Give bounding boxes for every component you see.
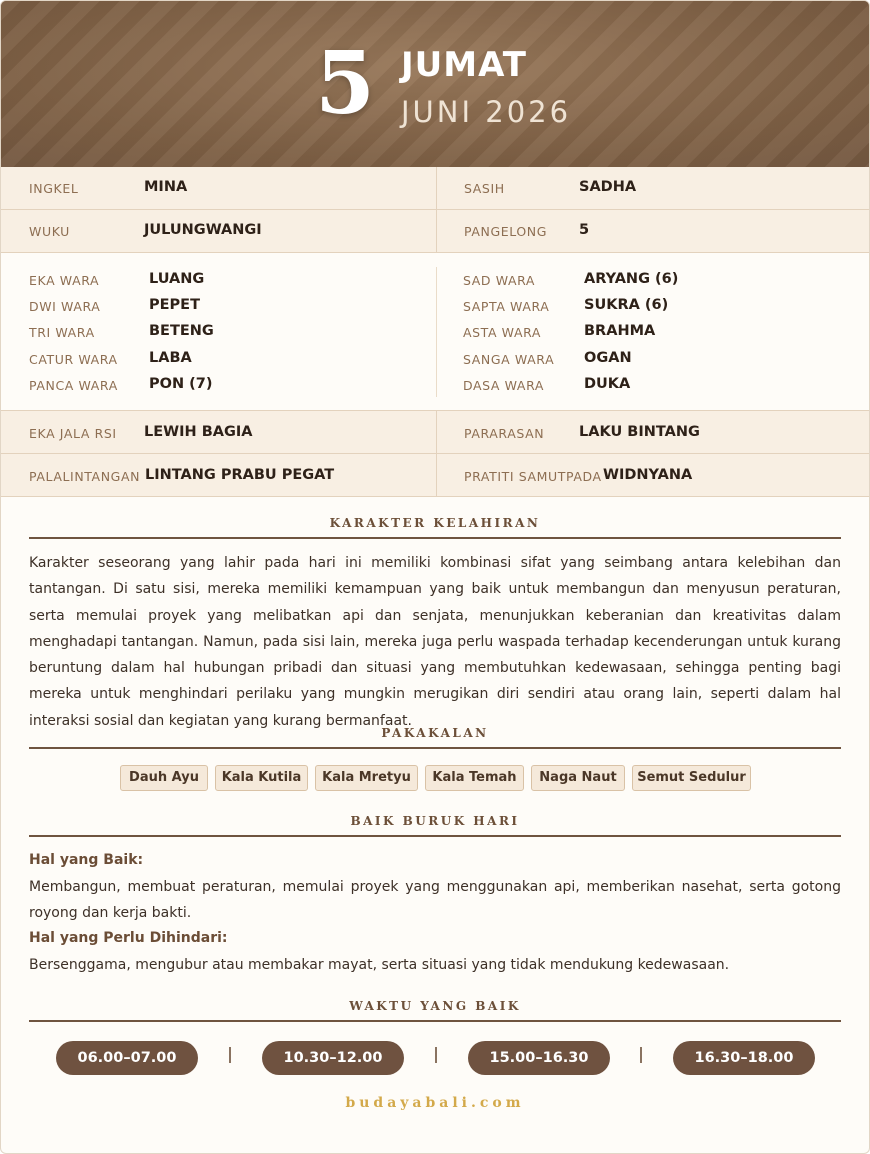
pratiti-samutpada-value: WIDNYANA [603, 467, 693, 483]
waktu-rule [29, 1020, 841, 1022]
wara-divider [436, 267, 437, 397]
pararasan-cell [436, 411, 869, 453]
karakter-rule [29, 537, 841, 539]
wuku-label: WUKU [29, 224, 70, 239]
sasih-label: SASIH [464, 181, 505, 196]
avoid-label: Hal yang Perlu Dihindari: [29, 930, 228, 946]
palalintangan-label: PALALINTANGAN [29, 469, 141, 484]
good-label: Hal yang Baik: [29, 852, 144, 868]
tag-semut-sedulur: Semut Sedulur [632, 765, 751, 791]
sad-wara-label: SAD WARA [463, 273, 536, 288]
pakakalan-rule [29, 747, 841, 749]
time-slot-2: 10.30–12.00 [262, 1041, 404, 1075]
info-row-wuku-pangelong [1, 210, 869, 253]
pakakalan-tags [1, 765, 869, 791]
panca-wara-label: PANCA WARA [29, 378, 118, 393]
waktu-title: WAKTU YANG BAIK [349, 999, 521, 1013]
pangelong-cell [436, 210, 869, 252]
ingkel-cell [1, 167, 436, 209]
info-row-ingkel-sasih [1, 167, 869, 210]
wuku-cell [1, 210, 436, 252]
asta-wara-value: BRAHMA [584, 323, 656, 339]
tag-naga-naut: Naga Naut [531, 765, 625, 791]
tag-kala-kutila: Kala Kutila [215, 765, 308, 791]
dasa-wara-label: DASA WARA [463, 378, 545, 393]
panca-wara-value: PON (7) [149, 376, 213, 392]
sanga-wara-value: OGAN [584, 350, 632, 366]
sasih-cell [436, 167, 869, 209]
time-separator [229, 1047, 231, 1063]
eka-jala-rsi-value: LEWIH BAGIA [144, 424, 253, 440]
tag-kala-mretyu: Kala Mretyu [315, 765, 418, 791]
site-footer: budayabali.com [345, 1095, 525, 1111]
palalintangan-cell [1, 454, 436, 496]
date-header [1, 1, 869, 167]
month-year: JUNI 2026 [401, 95, 572, 129]
dasa-wara-value: DUKA [584, 376, 631, 392]
karakter-text: Karakter seseorang yang lahir pada hari ini memiliki kombinasi sifat yang seimbang antara kelebihan dan tantangan. Di satu sisi, mereka memiliki kemampuan yang baik untuk membangun dan menyusun peraturan, serta memulai proyek yang melibatkan api dan senjata, menunjukkan keberanian dan kreativitas dalam menghadapi tantangan. Namun, pada sisi lain, mereka juga perlu waspada terhadap kecenderungan untuk kurang beruntung dalam hal hubungan pribadi dan situasi yang membutuhkan kedewasaan, sehingga penting bagi mereka untuk menghindari perilaku yang mungkin merugikan diri sendiri atau orang lain, seperti dalam hal interaksi sosial dan kegiatan yang kurang bermanfaat. [29, 555, 841, 729]
tag-kala-temah: Kala Temah [425, 765, 524, 791]
karakter-title: KARAKTER KELAHIRAN [329, 516, 541, 530]
pararasan-label: PARARASAN [464, 426, 545, 441]
eka-wara-value: LUANG [149, 271, 205, 287]
sanga-wara-label: SANGA WARA [463, 352, 555, 367]
sapta-wara-value: SUKRA (6) [584, 297, 669, 313]
avoid-text: Bersenggama, mengubur atau membakar mayat, serta situasi yang tidak mendukung kedewasaan. [29, 957, 730, 973]
eka-wara-label: EKA WARA [29, 273, 100, 288]
time-separator [435, 1047, 437, 1063]
time-slot-4: 16.30–18.00 [673, 1041, 815, 1075]
pratiti-samutpada-label: PRATITI SAMUTPADA [464, 469, 602, 484]
tri-wara-value: BETENG [149, 323, 214, 339]
good-text: Membangun, membuat peraturan, memulai proyek yang menggunakan api, memberikan nasehat, serta gotong royong dan kerja bakti. [29, 879, 841, 922]
wara-section [1, 253, 869, 411]
eka-jala-rsi-cell [1, 411, 436, 453]
info-row-palalintangan-pratiti [1, 454, 869, 497]
tag-dauh-ayu: Dauh Ayu [120, 765, 208, 791]
tri-wara-label: TRI WARA [29, 325, 95, 340]
pangelong-value: 5 [579, 222, 590, 238]
dwi-wara-value: PEPET [149, 297, 200, 313]
time-slot-1: 06.00–07.00 [56, 1041, 198, 1075]
baik-buruk-title: BAIK BURUK HARI [350, 814, 520, 828]
pakakalan-title: PAKAKALAN [381, 726, 489, 740]
info-row-ekajalarsi-pararasan [1, 411, 869, 454]
ingkel-label: INGKEL [29, 181, 79, 196]
catur-wara-label: CATUR WARA [29, 352, 118, 367]
time-slot-3: 15.00–16.30 [468, 1041, 610, 1075]
asta-wara-label: ASTA WARA [463, 325, 542, 340]
day-name: JUMAT [401, 45, 527, 85]
baik-buruk-rule [29, 835, 841, 837]
dwi-wara-label: DWI WARA [29, 299, 101, 314]
day-number: 5 [315, 33, 375, 134]
ingkel-value: MINA [144, 179, 188, 195]
sasih-value: SADHA [579, 179, 637, 195]
pratiti-samutpada-cell [436, 454, 869, 496]
time-separator [640, 1047, 642, 1063]
catur-wara-value: LABA [149, 350, 192, 366]
sapta-wara-label: SAPTA WARA [463, 299, 550, 314]
eka-jala-rsi-label: EKA JALA RSI [29, 426, 117, 441]
palalintangan-value: LINTANG PRABU PEGAT [145, 467, 335, 483]
time-slots [1, 1041, 869, 1075]
sad-wara-value: ARYANG (6) [584, 271, 679, 287]
pangelong-label: PANGELONG [464, 224, 548, 239]
wuku-value: JULUNGWANGI [144, 222, 262, 238]
pararasan-value: LAKU BINTANG [579, 424, 700, 440]
